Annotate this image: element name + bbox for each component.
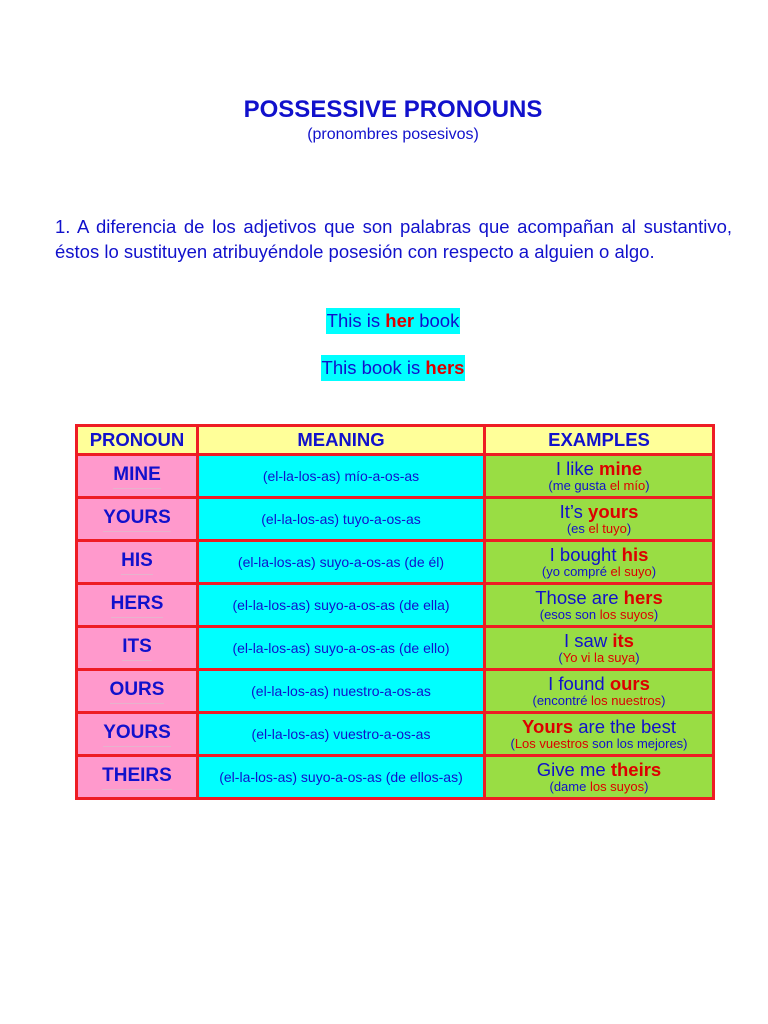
meaning-cell: (el-la-los-as) nuestro-a-os-as [198,670,485,713]
header-meaning: MEANING [198,426,485,455]
example-translation: (encontré los nuestros) [532,692,666,708]
example-cell [485,455,714,498]
table-row [77,756,714,799]
intro-paragraph: 1. A diferencia de los adjetivos que son palabras que acompañan al sustantivo, éstos lo sustituyen atribuyéndole posesión con respecto a alguien o algo. [55,216,732,262]
page-title: POSSESSIVE PRONOUNS [243,96,543,123]
example-sentence: I saw its [564,630,634,652]
pronoun-cell: ITS [77,627,198,670]
table-row [77,670,714,713]
example-cell [485,541,714,584]
table-row [77,584,714,627]
example-sentence: Give me theirs [536,759,662,781]
example-translation: (es el tuyo) [566,520,632,536]
example-highlight: This book is hers [321,355,466,381]
example-sentence: Yours are the best [522,716,676,738]
table-row [77,627,714,670]
header-pronoun: PRONOUN [77,426,198,455]
table-header-row [77,426,714,455]
page-subtitle: (pronombres posesivos) [307,126,479,143]
example-cell [485,713,714,756]
pronoun-cell: YOURS [77,498,198,541]
table-row [77,498,714,541]
example-cell [485,756,714,799]
example-sentence-2 [0,357,768,379]
example-highlight: This is her book [326,308,461,334]
example-cell [485,670,714,713]
example-translation: (Yo vi la suya) [558,649,640,665]
meaning-cell: (el-la-los-as) suyo-a-os-as (de ella) [198,584,485,627]
table-row [77,541,714,584]
meaning-cell: (el-la-los-as) vuestro-a-os-as [198,713,485,756]
pronoun-cell: MINE [77,455,198,498]
example-cell [485,627,714,670]
possessive-adjective: her [385,310,415,331]
pronoun-cell: HIS [77,541,198,584]
example-translation: (me gusta el mío) [548,477,650,493]
meaning-cell: (el-la-los-as) tuyo-a-os-as [198,498,485,541]
example-sentence: It’s yours [559,501,639,523]
example-cell [485,584,714,627]
example-sentence: I found ours [548,673,650,695]
example-translation: (esos son los suyos) [539,606,659,622]
pronoun-cell: YOURS [77,713,198,756]
meaning-cell: (el-la-los-as) suyo-a-os-as (de ello) [198,627,485,670]
pronoun-cell: THEIRS [77,756,198,799]
example-sentence: I bought his [549,544,649,566]
meaning-cell: (el-la-los-as) suyo-a-os-as (de ellos-as) [198,756,485,799]
pronoun-cell: HERS [77,584,198,627]
table-row [77,455,714,498]
header-examples: EXAMPLES [485,426,714,455]
example-sentence: I like mine [555,458,643,480]
example-cell [485,498,714,541]
table-row [77,713,714,756]
example-translation: (yo compré el suyo) [541,563,657,579]
possessive-pronoun: hers [425,357,465,378]
example-sentence: Those are hers [535,587,663,609]
example-sentence-1 [0,310,768,332]
meaning-cell: (el-la-los-as) mío-a-os-as [198,455,485,498]
example-translation: (Los vuestros son los mejores) [510,735,688,751]
pronoun-cell: OURS [77,670,198,713]
pronoun-table [75,424,715,800]
meaning-cell: (el-la-los-as) suyo-a-os-as (de él) [198,541,485,584]
example-translation: (dame los suyos) [549,778,649,794]
